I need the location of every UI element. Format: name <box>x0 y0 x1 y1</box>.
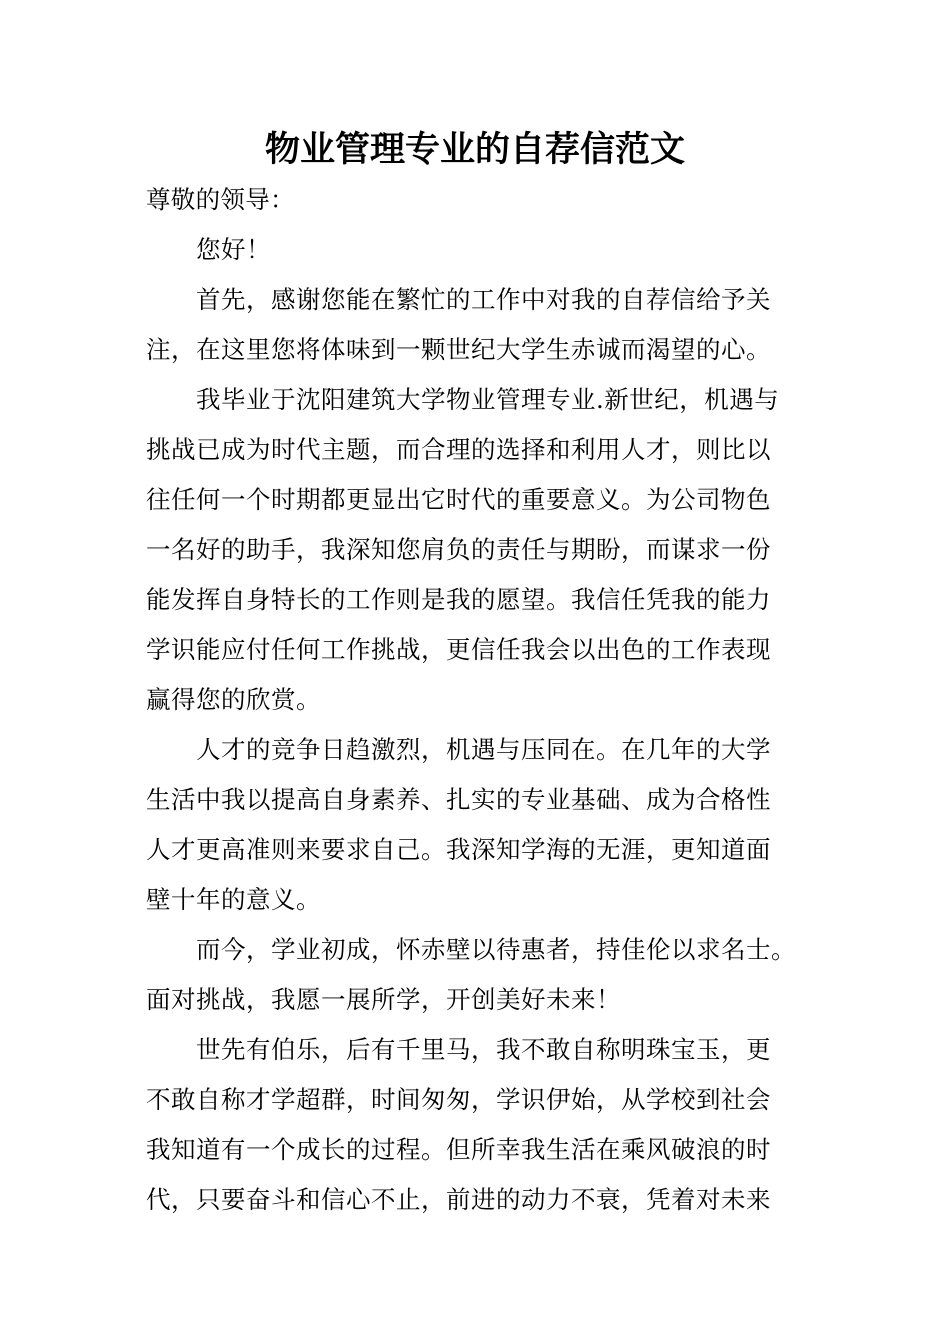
paragraph-line: 注，在这里您将体味到一颗世纪大学生赤诚而渴望的心。 <box>146 335 771 364</box>
paragraph-line: 代，只要奋斗和信心不止，前进的动力不衰，凭着对未来 <box>146 1185 771 1214</box>
paragraph-line: 我毕业于沈阳建筑大学物业管理专业.新世纪，机遇与 <box>196 385 780 414</box>
salutation: 尊敬的领导： <box>146 185 295 214</box>
greeting: 您好！ <box>196 235 271 264</box>
paragraph-line: 人才更高准则来要求自己。我深知学海的无涯，更知道面 <box>146 835 771 864</box>
paragraph-line: 学识能应付任何工作挑战，更信任我会以出色的工作表现 <box>146 635 771 664</box>
paragraph-line: 我知道有一个成长的过程。但所幸我生活在乘风破浪的时 <box>146 1135 771 1164</box>
paragraph-line: 世先有伯乐，后有千里马，我不敢自称明珠宝玉，更 <box>196 1035 771 1064</box>
paragraph-line: 面对挑战，我愿一展所学，开创美好未来！ <box>146 985 621 1014</box>
paragraph-line: 能发挥自身特长的工作则是我的愿望。我信任凭我的能力 <box>146 585 771 614</box>
paragraph-line: 往任何一个时期都更显出它时代的重要意义。为公司物色 <box>146 485 771 514</box>
document-title: 物业管理专业的自荐信范文 <box>264 130 685 170</box>
paragraph-line: 而今，学业初成，怀赤壁以待惠者，持佳伦以求名士。 <box>196 935 796 964</box>
letter-body <box>146 175 810 1225</box>
paragraph-line: 挑战已成为时代主题，而合理的选择和利用人才，则比以 <box>146 435 771 464</box>
paragraph-line: 生活中我以提高自身素养、扎实的专业基础、成为合格性 <box>146 785 771 814</box>
paragraph-line: 一名好的助手，我深知您肩负的责任与期盼，而谋求一份 <box>146 535 771 564</box>
paragraph-line: 壁十年的意义。 <box>146 885 321 914</box>
paragraph-line: 赢得您的欣赏。 <box>146 685 321 714</box>
paragraph-line: 不敢自称才学超群，时间匆匆，学识伊始，从学校到社会 <box>146 1085 771 1114</box>
paragraph-line: 首先，感谢您能在繁忙的工作中对我的自荐信给予关 <box>196 285 771 314</box>
paragraph-line: 人才的竞争日趋激烈，机遇与压同在。在几年的大学 <box>196 735 771 764</box>
